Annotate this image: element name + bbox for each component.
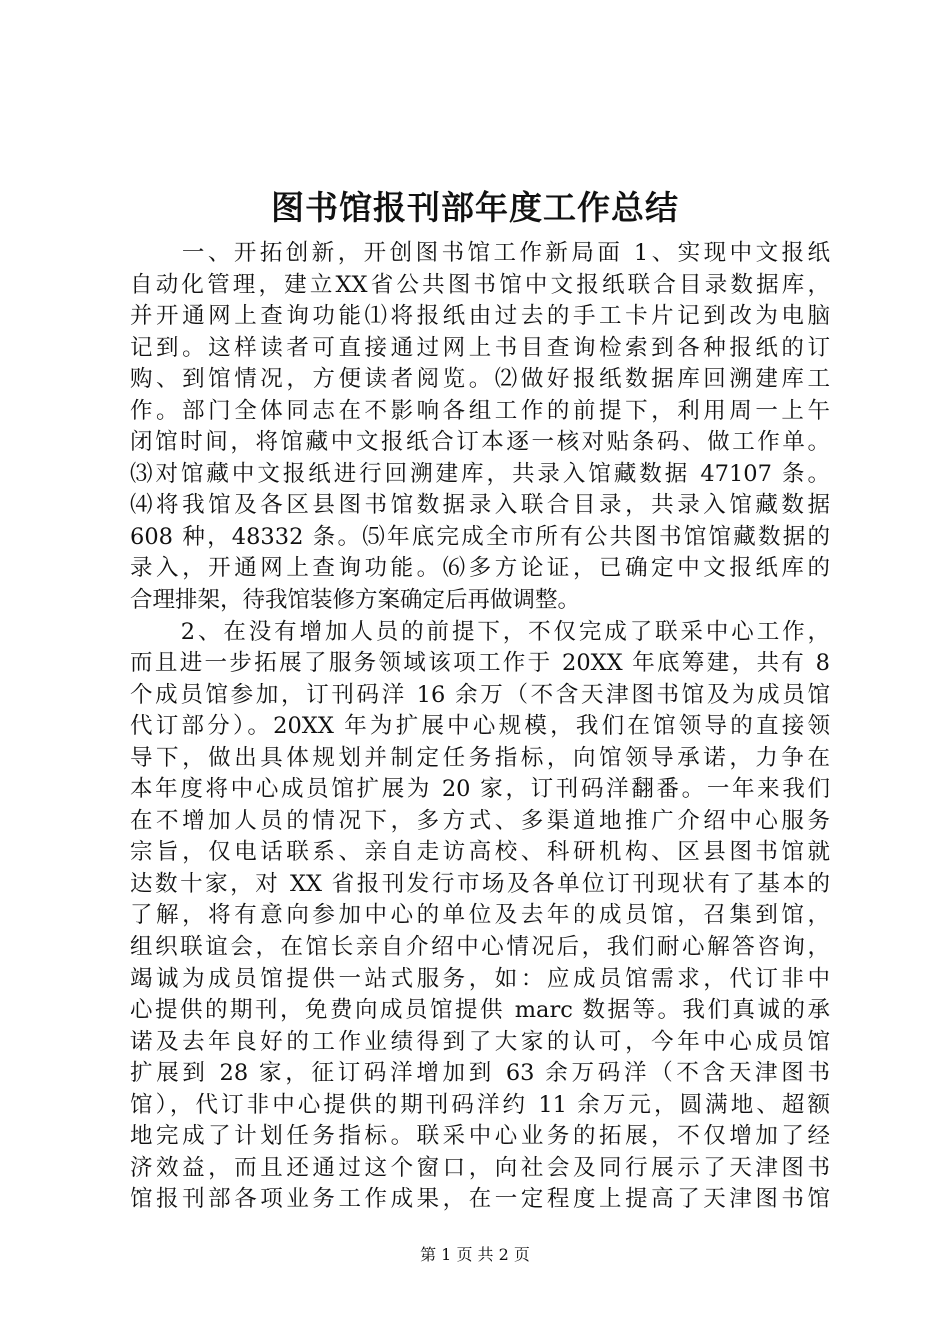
page-footer: 第 1 页 共 2 页: [420, 1245, 530, 1264]
body-line: 馆报刊部各项业务工作成果，在一定程度上提高了天津图书馆: [130, 1186, 830, 1213]
body-line: 心提供的期刊，免费向成员馆提供 marc 数据等。我们真诚的承: [130, 997, 830, 1024]
body-line: 达数十家，对 XX 省报刊发行市场及各单位订刊现状有了基本的: [130, 870, 830, 897]
body-line: 作。部门全体同志在不影响各组工作的前提下，利用周一上午: [130, 397, 830, 424]
document-title: 图书馆报刊部年度工作总结: [271, 188, 679, 227]
body-line: ⑷将我馆及各区县图书馆数据录入联合目录，共录入馆藏数据: [130, 492, 830, 519]
document-body: [130, 238, 830, 1216]
body-line: 宗旨，仅电话联系、亲自走访高校、科研机构、区县图书馆就: [130, 839, 830, 866]
body-line: 竭诚为成员馆提供一站式服务，如：应成员馆需求，代订非中: [130, 965, 830, 992]
body-line: 个成员馆参加，订刊码洋 16 余万（不含天津图书馆及为成员馆: [130, 681, 830, 708]
body-line: 合理排架，待我馆装修方案确定后再做调整。: [130, 587, 581, 614]
body-line: 购、到馆情况，方便读者阅览。⑵做好报纸数据库回溯建库工: [130, 366, 830, 393]
body-line: 而且进一步拓展了服务领域该项工作于 20XX 年底筹建，共有 8: [130, 650, 830, 677]
body-line: 闭馆时间，将馆藏中文报纸合订本逐一核对贴条码、做工作单。: [130, 429, 830, 456]
body-line: 自动化管理，建立XX省公共图书馆中文报纸联合目录数据库，: [130, 271, 830, 298]
body-line: 608 种，48332 条。⑸年底完成全市所有公共图书馆馆藏数据的: [130, 523, 830, 550]
body-line: 扩展到 28 家，征订码洋增加到 63 余万码洋（不含天津图书: [130, 1060, 830, 1087]
body-line: 在不增加人员的情况下，多方式、多渠道地推广介绍中心服务: [130, 807, 830, 834]
body-line: 组织联谊会，在馆长亲自介绍中心情况后，我们耐心解答咨询，: [130, 934, 830, 961]
body-line: 代订部分）。20XX 年为扩展中心规模，我们在馆领导的直接领: [130, 713, 830, 740]
body-line: 2、在没有增加人员的前提下，不仅完成了联采中心工作，: [130, 618, 830, 645]
body-line: 本年度将中心成员馆扩展为 20 家，订刊码洋翻番。一年来我们: [130, 776, 830, 803]
body-line: ⑶对馆藏中文报纸进行回溯建库，共录入馆藏数据 47107 条。: [130, 460, 830, 487]
body-line: 一、开拓创新，开创图书馆工作新局面 1、实现中文报纸: [130, 240, 830, 266]
body-line: 地完成了计划任务指标。联采中心业务的拓展，不仅增加了经: [130, 1123, 830, 1150]
body-line: 济效益，而且还通过这个窗口，向社会及同行展示了天津图书: [130, 1154, 830, 1181]
body-line: 馆），代订非中心提供的期刊码洋约 11 余万元，圆满地、超额: [130, 1091, 830, 1118]
body-line: 并开通网上查询功能⑴将报纸由过去的手工卡片记到改为电脑: [130, 303, 830, 330]
body-line: 录入，开通网上查询功能。⑹多方论证，已确定中文报纸库的: [130, 555, 830, 582]
body-line: 导下，做出具体规划并制定任务指标，向馆领导承诺，力争在: [130, 744, 830, 771]
body-line: 诺及去年良好的工作业绩得到了大家的认可，今年中心成员馆: [130, 1028, 830, 1055]
body-line: 了解，将有意向参加中心的单位及去年的成员馆，召集到馆，: [130, 902, 830, 929]
body-line: 记到。这样读者可直接通过网上书目查询检索到各种报纸的订: [130, 334, 830, 361]
